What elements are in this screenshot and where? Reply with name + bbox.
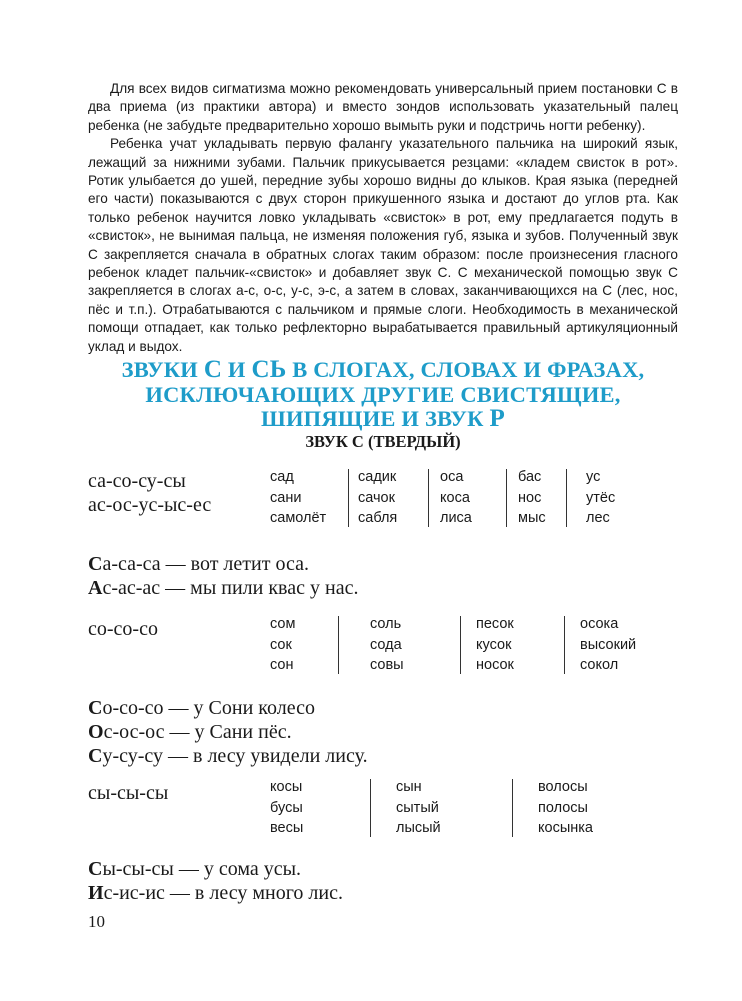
word: сода: [370, 636, 402, 653]
word: сын: [396, 779, 422, 795]
word-column: [506, 467, 566, 529]
syllable-line: са-со-су-сы: [88, 470, 186, 492]
word: садик: [358, 469, 397, 485]
phrase-text: ы-сы-сы — у сома усы.: [102, 858, 302, 880]
word: утёс: [586, 489, 616, 506]
syllable-line: ас-ос-ус-ыс-ес: [88, 494, 212, 516]
word: самолёт: [270, 510, 327, 526]
heading-text: ИСКЛЮЧАЮЩИХ ДРУГИЕ СВИСТЯЩИЕ,: [145, 381, 621, 407]
word: сад: [270, 469, 294, 485]
phrase-line: [88, 881, 343, 905]
phrase-text: с-ис-ис — в лесу много лис.: [103, 882, 343, 904]
word-column: [460, 614, 564, 676]
phrase-line: [88, 696, 315, 720]
word: сабля: [358, 510, 398, 526]
word-column: [270, 777, 370, 839]
heading-letter: Р: [489, 405, 505, 432]
words-table-1: [260, 467, 646, 529]
word: нос: [518, 489, 542, 506]
word: сом: [270, 616, 296, 632]
word: бусы: [270, 799, 303, 816]
word: косы: [270, 779, 303, 795]
phrase-line: [88, 744, 368, 768]
word-column: [338, 614, 460, 676]
word: сачок: [358, 489, 395, 506]
word-column: [270, 614, 338, 676]
syllable-line: сы-сы-сы: [88, 782, 169, 804]
word: коса: [440, 489, 470, 506]
word: сытый: [396, 799, 439, 816]
phrase-line: [88, 720, 292, 744]
word-column: [348, 467, 428, 529]
intro-text: [88, 80, 678, 356]
syllables-block-2: [88, 617, 158, 641]
word: сани: [270, 489, 302, 506]
phrase-text: с-ос-ос — у Сани пёс.: [103, 721, 292, 743]
word: оса: [440, 469, 464, 485]
intro-paragraph: Для всех видов сигматизма можно рекомендовать универсальный прием постановки С в два приема (из практики автора) и вместо зондов использовать указательный палец ребенка (не забудьте предварительно хорошо вымыть руки и подстричь ногти ребенку).: [88, 81, 678, 133]
words-table-3: [270, 777, 622, 839]
heading-text: ШИПЯЩИЕ И ЗВУК: [261, 406, 490, 431]
phrase-line: [88, 857, 301, 881]
word: носок: [476, 657, 514, 673]
word: совы: [370, 657, 404, 673]
word: сон: [270, 657, 294, 673]
phrase-initial: С: [88, 858, 103, 880]
heading-letter: С: [203, 356, 223, 383]
word: высокий: [580, 636, 637, 653]
word-column: [512, 777, 622, 839]
heading-letter: СЬ: [251, 356, 287, 383]
word: сокол: [580, 657, 619, 673]
phrase-text: с-ас-ас — мы пили квас у нас.: [102, 577, 359, 599]
syllables-block-3: [88, 781, 168, 805]
phrase-text: а-са-са — вот летит оса.: [102, 553, 309, 575]
phrase-initial: И: [88, 882, 104, 904]
phrase-initial: С: [88, 697, 103, 719]
page-number: 10: [88, 912, 105, 931]
word: кусок: [476, 636, 512, 653]
word: осока: [580, 616, 619, 632]
word-column: [564, 614, 654, 676]
heading-text: И: [222, 357, 252, 382]
phrase-line: [88, 576, 358, 600]
word: соль: [370, 616, 402, 632]
phrase-initial: С: [88, 553, 103, 575]
word: волосы: [538, 779, 588, 795]
phrase-line: [88, 552, 309, 576]
word: сок: [270, 636, 292, 653]
word-column: [260, 467, 348, 529]
phrase-initial: С: [88, 745, 103, 767]
subheading: ЗВУК С (ТВЕРДЫЙ): [305, 432, 461, 451]
word-column: [566, 467, 646, 529]
word: полосы: [538, 799, 588, 816]
word: лиса: [440, 510, 472, 526]
intro-paragraph: Ребенка учат укладывать первую фалангу указательного пальчика на широкий язык, лежащий за нижними зубами. Пальчик прикусывается резцами: «кладем свисток в рот». Ротик улыбается до ушей, передние зубы хорошо видны до клыков. Края языка (передней его части) показываются с двух сторон прикушенного языка и достают до углов рта. Как только ребенок научится ловко укладывать «свисток» в рот, ему предлагается подуть в «свисток», не вынимая пальца, не изменяя положения губ, языка и зубов. Полученный звук С закрепляется сначала в обратных слогах таким образом: после произнесения гласного ребенок кладет пальчик-«свисток» и добавляет звук С. С механической помощью звук С закрепляется в слогах а-с, о-с, у-с, э-с, а затем в словах, заканчивающихся на С (лес, нос, пёс и т.п.). Отрабатываются с пальчиком и прямые слоги. Необходимость в механической помощи отпадает, как только рефлекторно вырабатывается правильный артикуляционный уклад и выдох.: [88, 136, 678, 354]
word: мыс: [518, 510, 546, 526]
word: бас: [518, 469, 542, 485]
phrase-text: о-со-со — у Сони колесо: [102, 697, 315, 719]
word: весы: [270, 820, 304, 836]
word-column: [370, 777, 512, 839]
words-table-2: [270, 614, 654, 676]
syllables-block-1: [88, 469, 211, 517]
word-column: [428, 467, 506, 529]
word: лес: [586, 510, 610, 526]
syllable-line: со-со-со: [88, 618, 158, 640]
word: косынка: [538, 820, 593, 836]
phrase-initial: О: [88, 721, 104, 743]
heading-text: В СЛОГАХ, СЛОВАХ И ФРАЗАХ,: [286, 357, 645, 382]
word: ус: [586, 469, 601, 485]
word: песок: [476, 616, 514, 632]
heading-text: ЗВУКИ: [121, 357, 204, 382]
phrase-text: у-су-су — в лесу увидели лису.: [102, 745, 368, 767]
word: лысый: [396, 820, 441, 836]
phrase-initial: А: [88, 577, 103, 599]
section-heading: [88, 358, 678, 432]
